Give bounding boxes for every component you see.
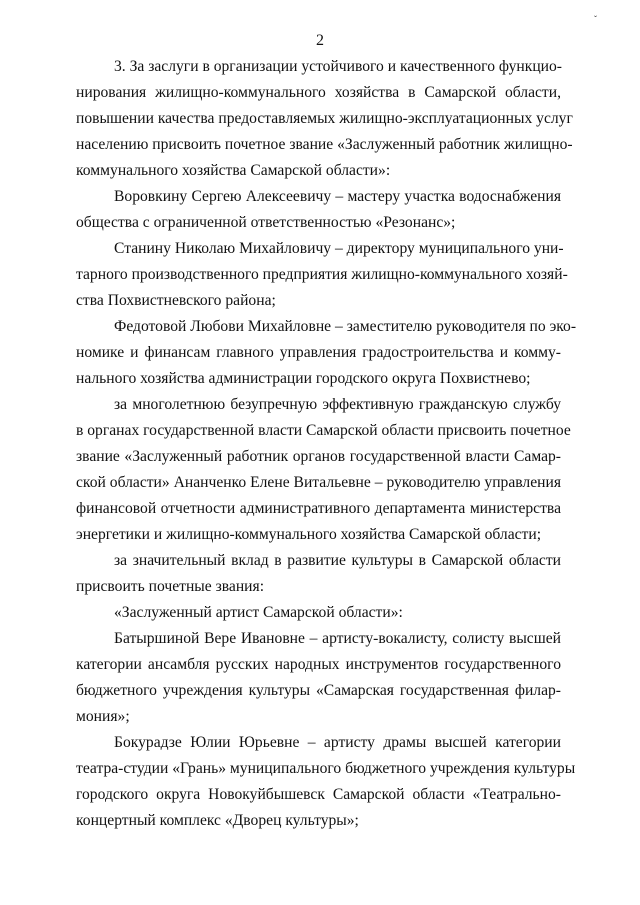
text-line: в органах государственной власти Самарской области присвоить почетное bbox=[76, 422, 571, 439]
text-line: Станину Николаю Михайловичу – директору муниципального уни- bbox=[114, 240, 564, 257]
text-line: нирования жилищно-коммунального хозяйства в Самарской области, bbox=[76, 84, 561, 101]
text-line: концертный комплекс «Дворец культуры»; bbox=[76, 812, 359, 829]
paragraph bbox=[76, 548, 561, 600]
text-line: звание «Заслуженный работник органов государственной власти Самар- bbox=[76, 448, 561, 465]
text-line: мония»; bbox=[76, 708, 130, 725]
text-line: городского округа Новокуйбышевск Самарской области «Театрально- bbox=[76, 786, 561, 803]
paragraph bbox=[76, 184, 561, 236]
text-line: финансовой отчетности административного департамента министерства bbox=[76, 500, 561, 517]
text-line: за значительный вклад в развитие культуры в Самарской области bbox=[114, 552, 561, 569]
document-body bbox=[76, 54, 577, 834]
text-line: за многолетнюю безупречную эффективную гражданскую службу bbox=[114, 396, 561, 413]
paragraph bbox=[76, 54, 573, 184]
text-line: коммунального хозяйства Самарской области»: bbox=[76, 162, 391, 179]
text-line: театра-студии «Грань» муниципального бюджетного учреждения культуры bbox=[76, 760, 576, 777]
text-line: Батыршиной Вере Ивановне – артисту-вокалисту, солисту высшей bbox=[114, 630, 561, 647]
scan-mark: ˇ bbox=[594, 14, 597, 24]
text-line: населению присвоить почетное звание «Заслуженный работник жилищно- bbox=[76, 136, 573, 153]
paragraph bbox=[76, 730, 576, 834]
text-line: ской области» Ананченко Елене Витальевне – руководителю управления bbox=[76, 474, 561, 491]
paragraph bbox=[76, 236, 568, 314]
text-line: категории ансамбля русских народных инструментов государственного bbox=[76, 656, 561, 673]
paragraph bbox=[76, 314, 577, 392]
text-line: присвоить почетные звания: bbox=[76, 578, 265, 595]
text-line: номике и финансам главного управления градостроительства и комму- bbox=[76, 344, 561, 361]
text-line: Воровкину Сергею Алексеевичу – мастеру участка водоснабжения bbox=[114, 188, 561, 205]
text-line: 3. За заслуги в организации устойчивого и качественного функцио- bbox=[114, 58, 562, 75]
text-line: Федотовой Любови Михайловне – заместителю руководителя по эко- bbox=[114, 318, 577, 335]
text-line: нального хозяйства администрации городского округа Похвистнево; bbox=[76, 370, 531, 387]
text-line: тарного производственного предприятия жилищно-коммунального хозяй- bbox=[76, 266, 568, 283]
paragraph bbox=[76, 392, 571, 548]
text-line: ства Похвистневского района; bbox=[76, 292, 276, 309]
text-line: «Заслуженный артист Самарской области»: bbox=[114, 604, 403, 621]
text-line: бюджетного учреждения культуры «Самарская государственная филар- bbox=[76, 682, 561, 699]
text-line: энергетики и жилищно-коммунального хозяйства Самарской области; bbox=[76, 526, 542, 543]
paragraph bbox=[76, 600, 561, 626]
page-number: 2 bbox=[316, 32, 324, 49]
text-line: общества с ограниченной ответственностью «Резонанс»; bbox=[76, 214, 456, 231]
text-line: Бокурадзе Юлии Юрьевне – артисту драмы высшей категории bbox=[114, 734, 561, 751]
paragraph bbox=[76, 626, 561, 730]
text-line: повышении качества предоставляемых жилищно-эксплуатационных услуг bbox=[76, 110, 573, 127]
